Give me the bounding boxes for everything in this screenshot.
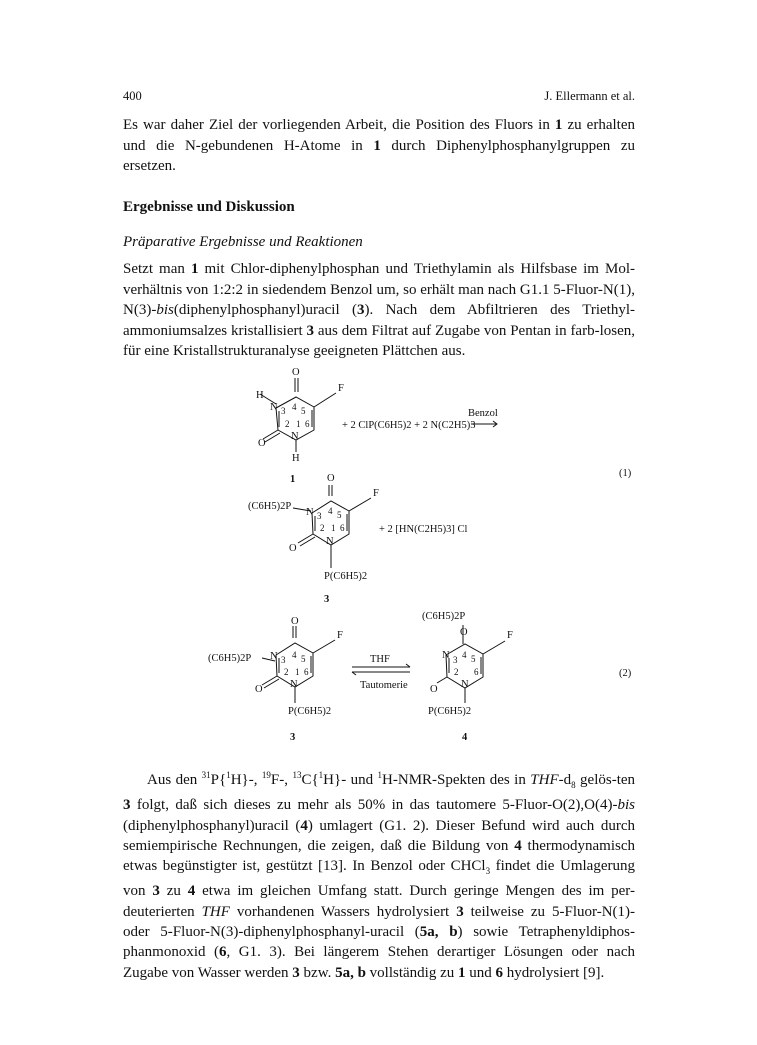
- svg-text:2: 2: [285, 419, 290, 429]
- svg-text:2: 2: [454, 667, 459, 677]
- svg-text:3: 3: [281, 655, 286, 665]
- results-paragraph-2: Aus den $^{31}$P{$^1$H}-, $^{19}$F-, $^{13}$C{$^1$H}- und $^1$H-NMR-Spekten des in THF-$d_8$ gelös-ten 3 folgt, daß sich dieses zu mehr als 50% in das tautomere 5-Fluor-O(2),O(4)-bis (diphenylphosphanyl)uracil (4) umlagert (G1. 2). Dieser Befund wird auch durch semiempirische Rechnungen, die zeigen, daß die Bildung von 4 thermodynamisch etwas begünstigter ist, gestützt [13]. In Benzol oder CHCl$_3$ findet die Umlagerung von 3 zu 4 etwa im gleichen Umfang statt. Durch geringe Mengen des im per-deuterierten THF vorhandenen Wassers hydrolysiert 3 teilweise zu 5-Fluor-N(1)-oder 5-Fluor-N(3)-diphenylphosphanyl-uracil (5a, b) sowie Tetraphenyldiphos-phanmonoxid (6, G1. 3). Bei längerem Stehen derartiger Lösungen oder nach Zugabe von Wasser werden 3 bzw. 5a, b vollständig zu 1 und 6 hydrolysiert [9].: [123, 770, 636, 981]
- svg-text:N: N: [306, 507, 314, 518]
- svg-text:N: N: [442, 650, 450, 661]
- svg-text:5: 5: [301, 406, 306, 416]
- reaction-scheme-1: [0, 360, 757, 610]
- svg-text:F: F: [507, 630, 513, 641]
- arrow-label-thf: THF: [370, 654, 390, 665]
- svg-text:5: 5: [337, 510, 342, 520]
- svg-text:1: 1: [296, 419, 301, 429]
- svg-text:2: 2: [320, 523, 325, 533]
- byproduct: + 2 [HN(C2H5)3] Cl: [379, 524, 468, 535]
- svg-text:4: 4: [328, 506, 333, 516]
- subsection-heading: Präparative Ergebnisse und Reaktionen: [123, 234, 363, 250]
- svg-text:4: 4: [292, 402, 297, 412]
- svg-text:3: 3: [317, 511, 322, 521]
- svg-text:(C6H5)2P: (C6H5)2P: [248, 501, 292, 512]
- label-O: O: [292, 367, 300, 378]
- uracil-4-structure: [437, 625, 505, 703]
- results-paragraph-1: Setzt man 1 mit Chlor-diphenylphosphan und Triethylamin als Hilfsbase im Mol-verhältnis von 1:2:2 in siedendem Benzol um, so erhält man nach G1.1 5-Fluor-N(1), N(3)-bis(diphenylphosphanyl)uracil (3). Nach dem Abfiltrieren des Triethyl-ammoniumsalzes kristallisiert 3 aus dem Filtrat auf Zugabe von Pentan in farb-losen, für eine Kristallstrukturanalyse geeigneten Plättchen aus.: [123, 261, 635, 359]
- label-H: H: [256, 390, 264, 401]
- running-head-authors: J. Ellermann et al.: [544, 89, 635, 103]
- compound-label-1: 1: [290, 474, 296, 485]
- svg-text:3: 3: [281, 406, 286, 416]
- svg-text:O: O: [255, 684, 263, 695]
- svg-text:N: N: [461, 679, 469, 690]
- svg-text:P(C6H5)2: P(C6H5)2: [324, 571, 368, 582]
- compound-label-3: 3: [324, 594, 330, 605]
- svg-text:4: 4: [292, 650, 297, 660]
- svg-text:F: F: [338, 383, 344, 394]
- compound-label-4: 4: [462, 732, 468, 743]
- svg-text:O: O: [327, 473, 335, 484]
- svg-text:P(C6H5)2: P(C6H5)2: [428, 706, 472, 717]
- svg-text:N: N: [290, 679, 298, 690]
- section-heading: Ergebnisse und Diskussion: [123, 199, 295, 215]
- svg-text:P(C6H5)2: P(C6H5)2: [288, 706, 332, 717]
- compound-label-3b: 3: [290, 732, 296, 743]
- svg-text:O: O: [460, 627, 468, 638]
- svg-text:3: 3: [453, 655, 458, 665]
- svg-text:4: 4: [462, 650, 467, 660]
- equation-number-2: (2): [619, 668, 632, 679]
- svg-text:N: N: [326, 536, 334, 547]
- reaction-scheme-2: [0, 610, 757, 745]
- svg-text:6: 6: [340, 523, 345, 533]
- svg-text:O: O: [430, 684, 438, 695]
- svg-text:1: 1: [331, 523, 336, 533]
- svg-text:N: N: [270, 651, 278, 662]
- svg-text:6: 6: [305, 419, 310, 429]
- svg-text:(C6H5)2P: (C6H5)2P: [422, 611, 466, 622]
- svg-text:5: 5: [471, 654, 476, 664]
- svg-text:N: N: [291, 431, 299, 442]
- svg-text:5: 5: [301, 654, 306, 664]
- arrow-label-tautomerie: Tautomerie: [360, 680, 408, 691]
- label-N3: N: [270, 402, 278, 413]
- svg-text:F: F: [373, 488, 379, 499]
- svg-text:O: O: [289, 543, 297, 554]
- svg-text:6: 6: [474, 667, 479, 677]
- svg-text:H: H: [292, 453, 300, 464]
- page-number: 400: [123, 89, 142, 103]
- svg-text:(C6H5)2P: (C6H5)2P: [208, 653, 252, 664]
- svg-text:1: 1: [295, 667, 300, 677]
- solvent-label: Benzol: [468, 408, 498, 419]
- svg-text:O: O: [258, 438, 266, 449]
- intro-paragraph: Es war daher Ziel der vorliegenden Arbeit, die Position des Fluors in 1 zu erhalten und die N-gebundenen H-Atome in 1 durch Diphenylphosphanylgruppen zu ersetzen.: [123, 117, 636, 174]
- reagents: + 2 ClP(C6H5)2 + 2 N(C2H5)3: [342, 420, 476, 431]
- svg-text:O: O: [291, 616, 299, 627]
- svg-text:F: F: [337, 630, 343, 641]
- equation-number-1: (1): [619, 468, 632, 479]
- svg-text:6: 6: [304, 667, 309, 677]
- svg-text:2: 2: [284, 667, 289, 677]
